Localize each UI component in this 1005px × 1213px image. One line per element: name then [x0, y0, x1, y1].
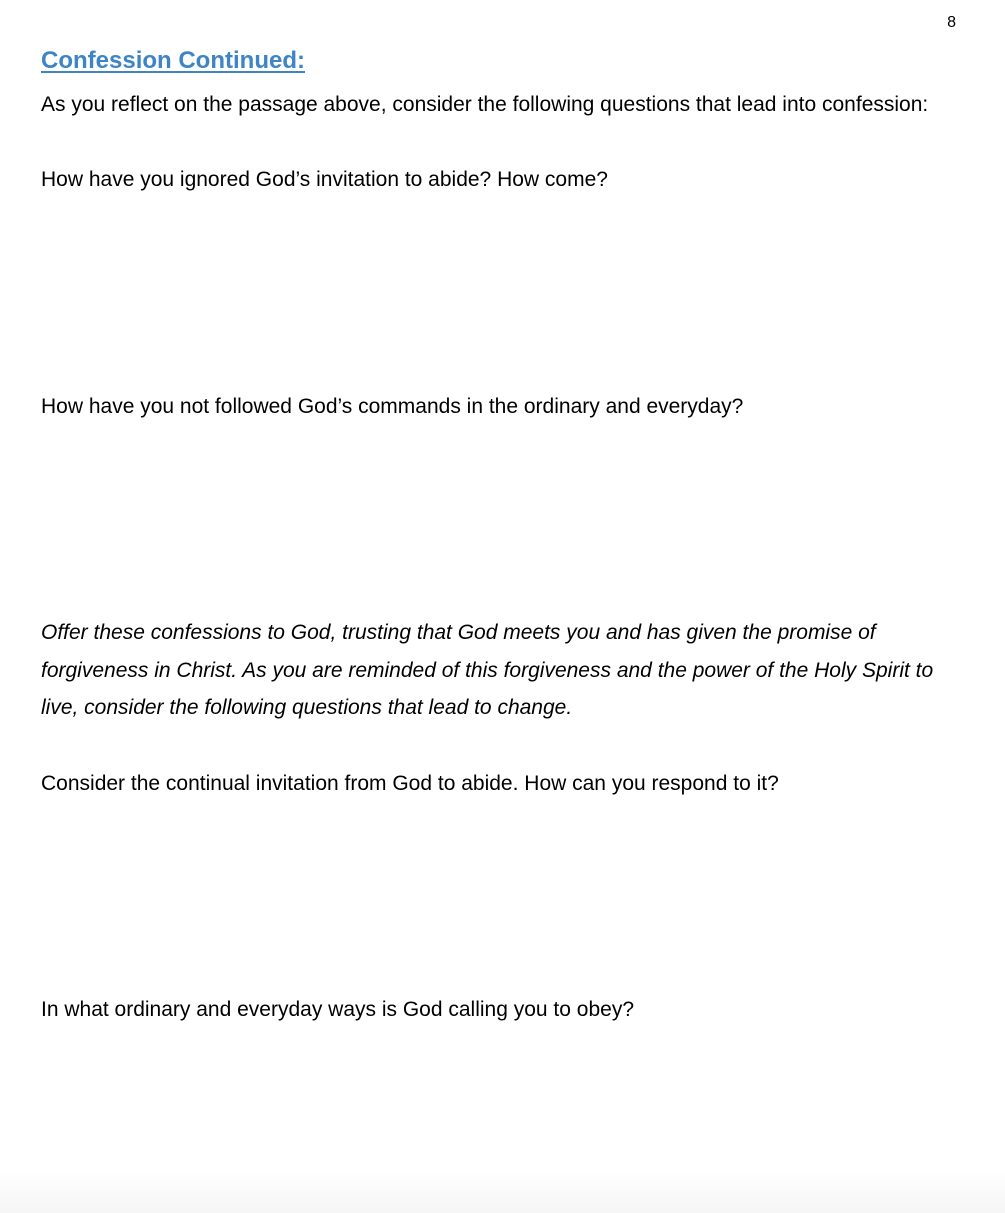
intro-paragraph: As you reflect on the passage above, consider the following questions that lead into confession:: [41, 93, 929, 116]
change-question-2: In what ordinary and everyday ways is God calling you to obey?: [41, 998, 634, 1021]
page-number: 8: [947, 14, 956, 31]
confession-question-1: How have you ignored God’s invitation to abide? How come?: [41, 168, 608, 191]
change-question-1: Consider the continual invitation from God to abide. How can you respond to it?: [41, 772, 779, 795]
section-heading-link[interactable]: Confession Continued:: [41, 47, 305, 74]
confession-question-2: How have you not followed God’s commands in the ordinary and everyday?: [41, 395, 744, 418]
offer-paragraph: Offer these confessions to God, trusting that God meets you and has given the promise of forgiveness in Christ. As you are reminded of this forgiveness and the power of the Holy Spirit to live, consider the following questions that lead to change.: [41, 621, 934, 719]
